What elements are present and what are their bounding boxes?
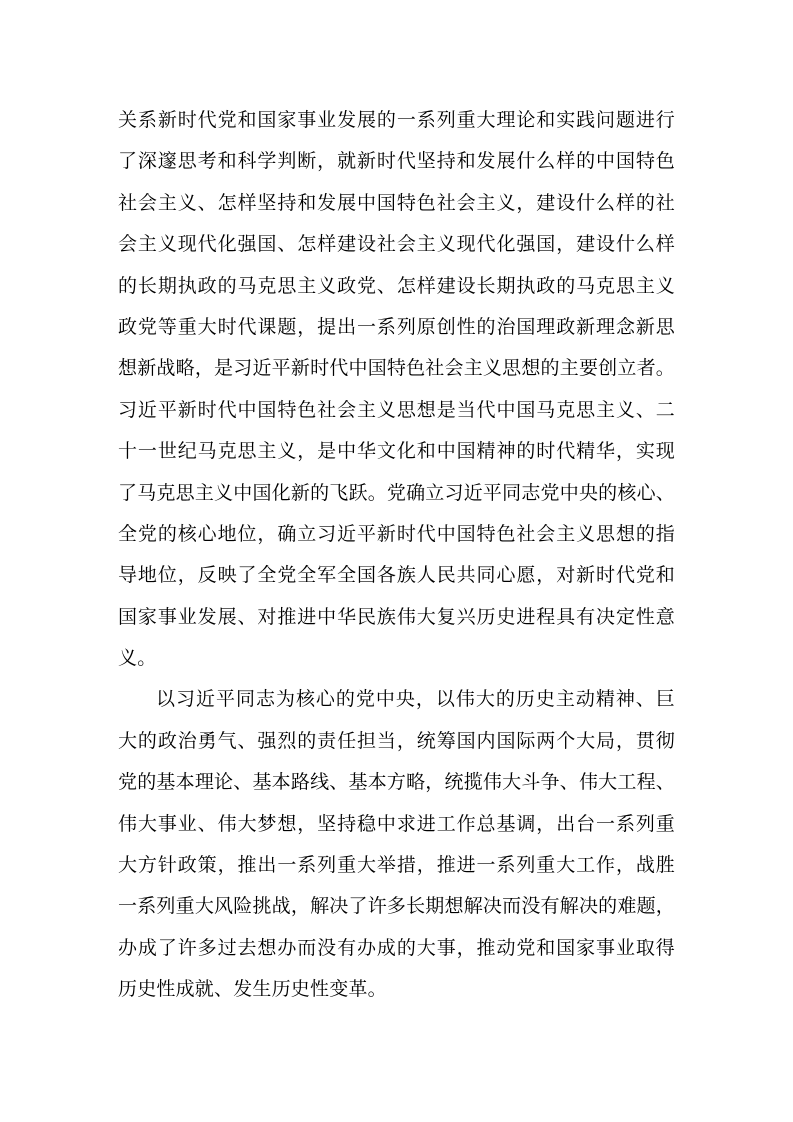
text-line: 大的政治勇气、强烈的责任担当，统筹国内国际两个大局，贯彻 bbox=[118, 730, 675, 752]
text-line: 政党等重大时代课题，提出一系列原创性的治国理政新理念新思 bbox=[118, 316, 675, 338]
text-line: 习近平新时代中国特色社会主义思想是当代中国马克思主义、二 bbox=[118, 399, 675, 421]
text-line: 想新战略，是习近平新时代中国特色社会主义思想的主要创立者。 bbox=[118, 358, 675, 380]
text-line: 了深邃思考和科学判断，就新时代坚持和发展什么样的中国特色 bbox=[118, 151, 675, 173]
text-line: 十一世纪马克思主义，是中华文化和中国精神的时代精华，实现 bbox=[118, 441, 675, 463]
text-line: 一系列重大风险挑战，解决了许多长期想解决而没有解决的难题， bbox=[118, 896, 675, 918]
text-line: 义。 bbox=[118, 648, 157, 670]
text-line: 历史性成就、发生历史性变革。 bbox=[118, 979, 387, 1001]
text-line: 大方针政策，推出一系列重大举措，推进一系列重大工作，战胜 bbox=[118, 855, 675, 877]
text-line: 导地位，反映了全党全军全国各族人民共同心愿，对新时代党和 bbox=[118, 565, 675, 587]
text-line: 国家事业发展、对推进中华民族伟大复兴历史进程具有决定性意 bbox=[118, 606, 675, 628]
paragraph-1 bbox=[118, 100, 675, 679]
text-line: 会主义现代化强国、怎样建设社会主义现代化强国，建设什么样 bbox=[118, 234, 675, 256]
text-line: 社会主义、怎样坚持和发展中国特色社会主义，建设什么样的社 bbox=[118, 192, 675, 214]
document-body-text bbox=[118, 100, 675, 1011]
text-line: 的长期执政的马克思主义政党、怎样建设长期执政的马克思主义 bbox=[118, 275, 675, 297]
text-line: 全党的核心地位，确立习近平新时代中国特色社会主义思想的指 bbox=[118, 523, 675, 545]
text-line: 了马克思主义中国化新的飞跃。党确立习近平同志党中央的核心、 bbox=[118, 482, 675, 504]
paragraph-2 bbox=[118, 679, 675, 1010]
text-line: 以习近平同志为核心的党中央，以伟大的历史主动精神、巨 bbox=[156, 689, 675, 711]
text-line: 办成了许多过去想办而没有办成的大事，推动党和国家事业取得 bbox=[118, 937, 675, 959]
text-line: 党的基本理论、基本路线、基本方略，统揽伟大斗争、伟大工程、 bbox=[118, 772, 675, 794]
text-line: 关系新时代党和国家事业发展的一系列重大理论和实践问题进行 bbox=[118, 110, 675, 131]
text-line: 伟大事业、伟大梦想，坚持稳中求进工作总基调，出台一系列重 bbox=[118, 813, 675, 835]
